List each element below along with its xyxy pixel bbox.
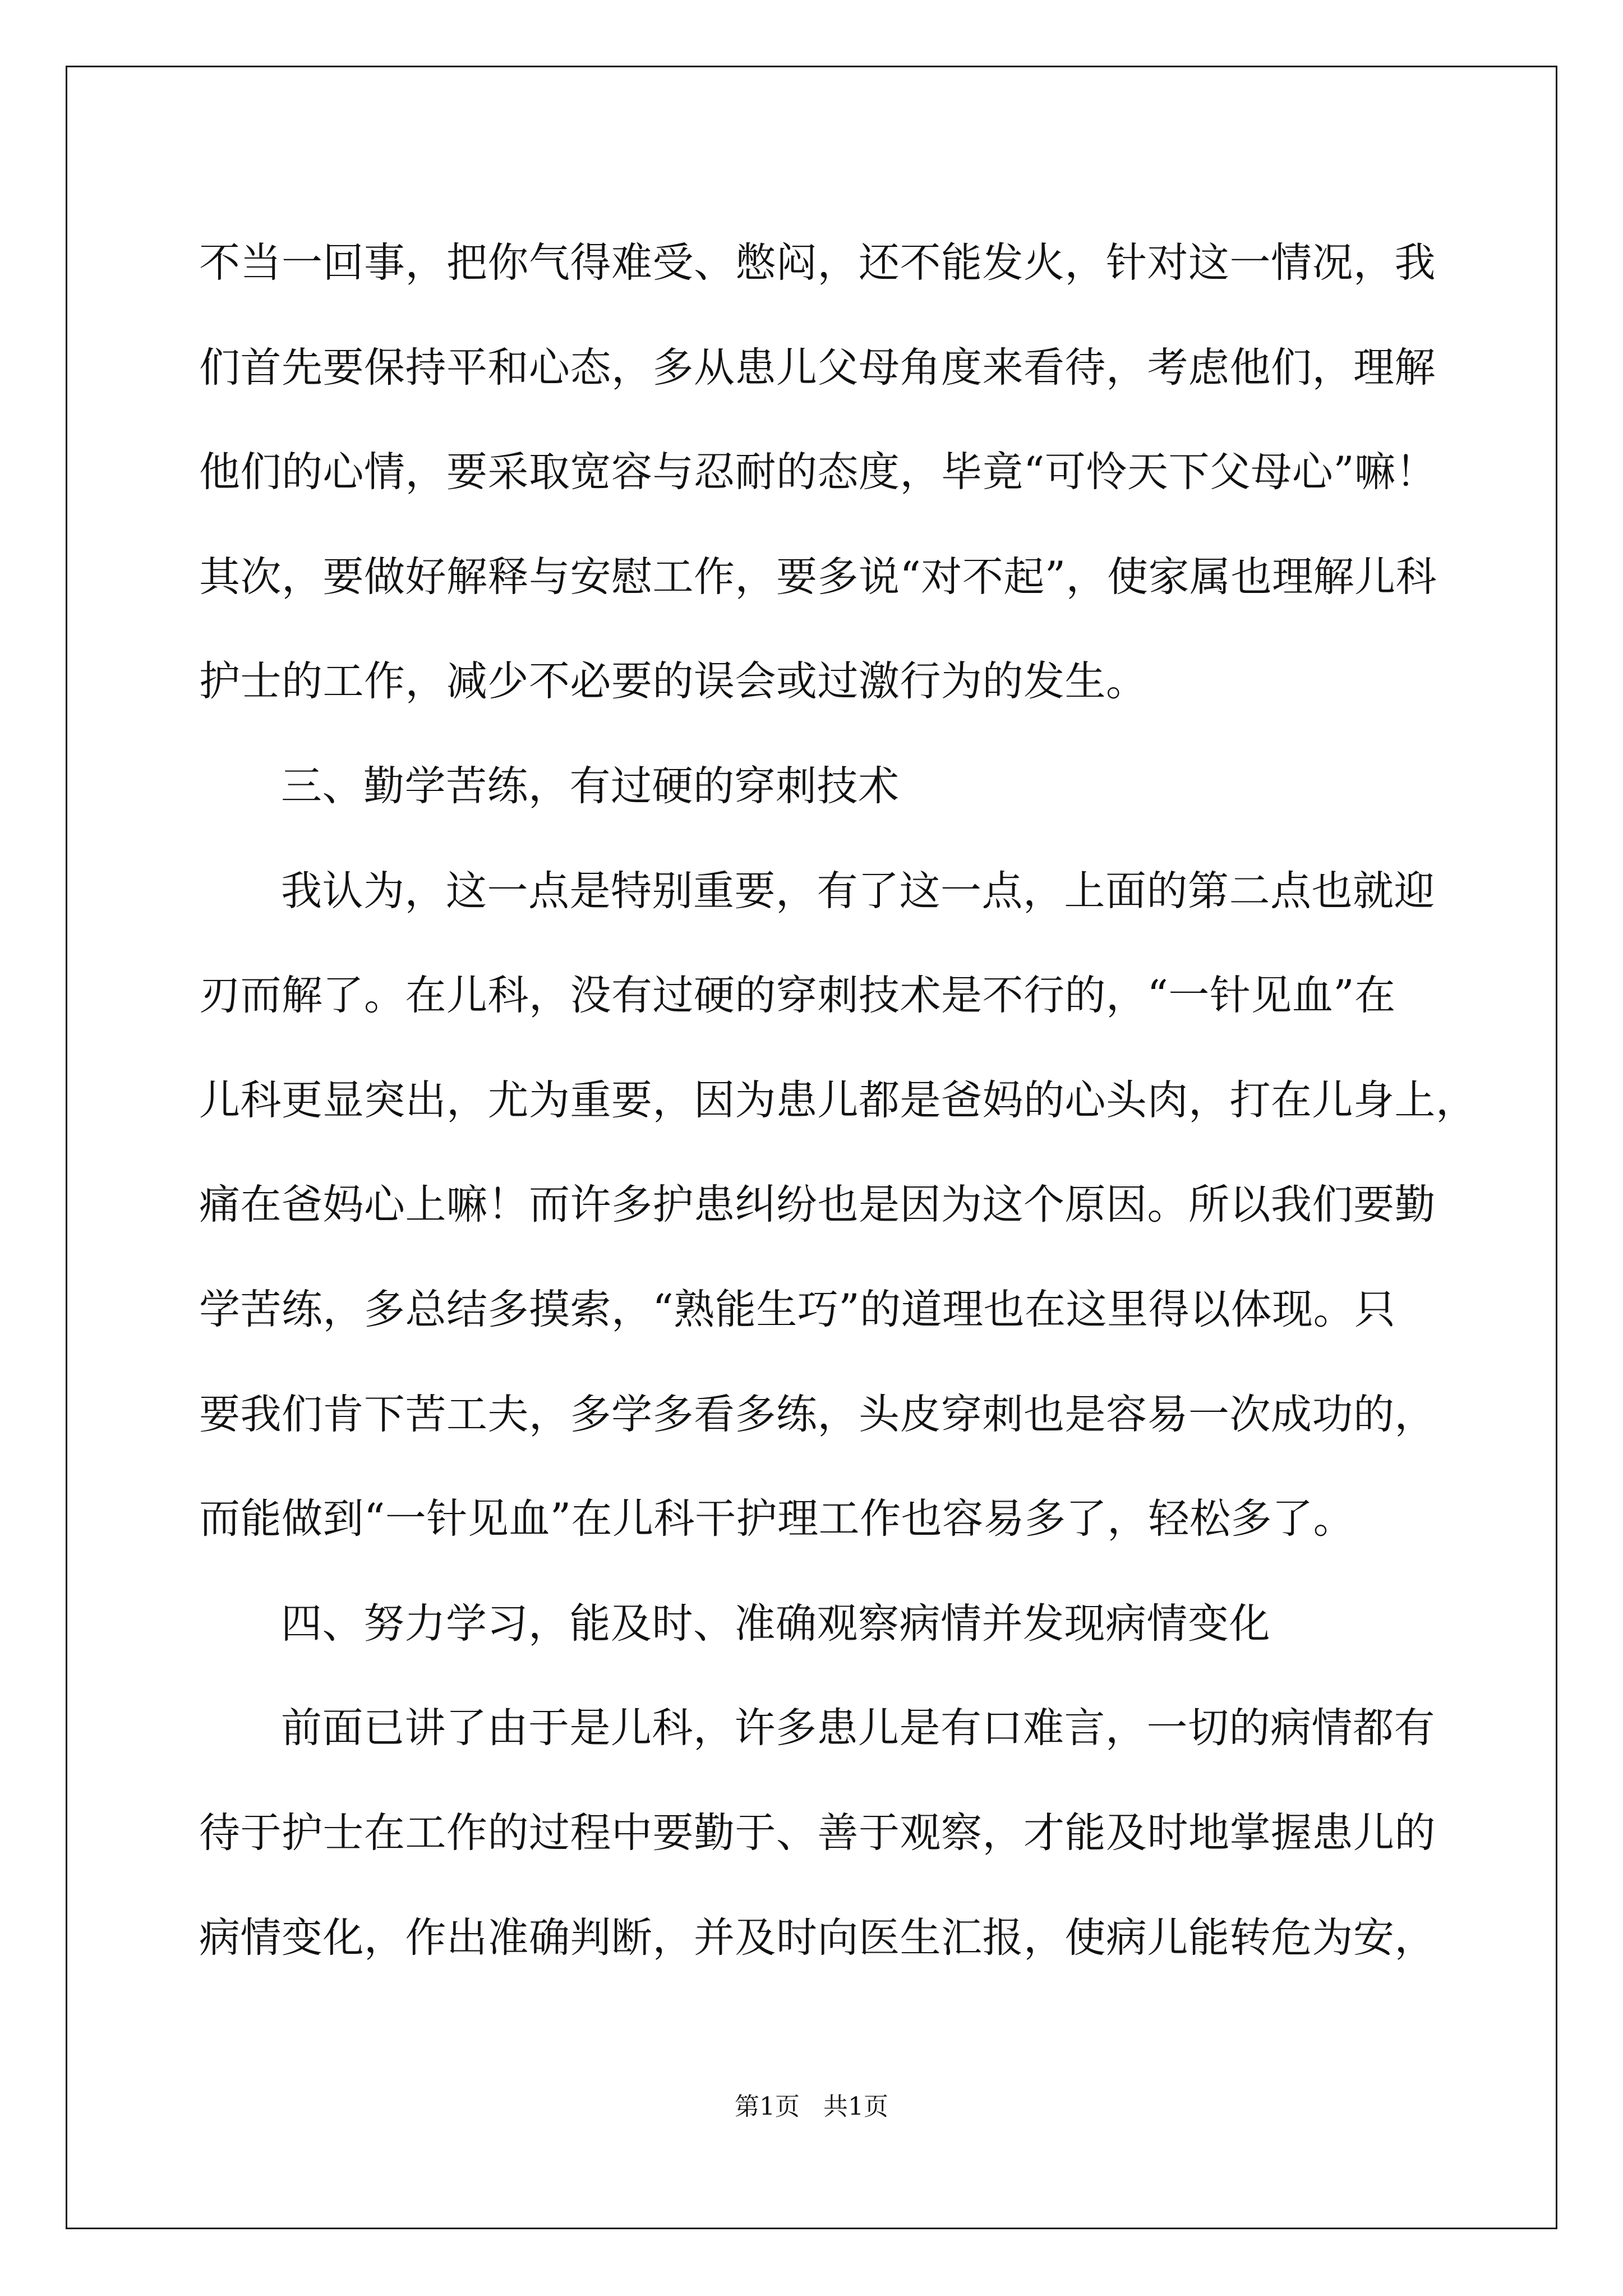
text-line: 护士的工作，减少不必要的误会或过激行为的发生。 [199, 657, 1147, 706]
document-body [199, 211, 1477, 1990]
text-line: 前面已讲了由于是儿科，许多患儿是有口难言，一切的病情都有 [281, 1704, 1435, 1752]
text-line: 学苦练，多总结多摸索，“熟能生巧”的道理也在这里得以体现。只 [199, 1285, 1396, 1333]
text-line: 我认为，这一点是特别重要，有了这一点，上面的第二点也就迎 [281, 867, 1435, 915]
text-line: 其次，要做好解释与安慰工作，要多说“对不起”，使家属也理解儿科 [199, 553, 1437, 601]
text-line: 们首先要保持平和心态，多从患儿父母角度来看待，考虑他们，理解 [199, 343, 1436, 392]
text-line: 病情变化，作出准确判断，并及时向医生汇报，使病儿能转危为安， [199, 1913, 1436, 1962]
page-number-footer: 第1页 共1页 [735, 2092, 888, 2121]
section-heading-3: 三、勤学苦练，有过硬的穿刺技术 [281, 762, 900, 810]
text-line: 他们的心情，要采取宽容与忍耐的态度，毕竟“可怜天下父母心”嘛！ [199, 448, 1437, 496]
text-line: 要我们肯下苦工夫，多学多看多练，头皮穿刺也是容易一次成功的， [199, 1390, 1436, 1438]
text-line: 儿科更显突出，尤为重要，因为患儿都是爸妈的心头肉，打在儿身上， [199, 1076, 1477, 1124]
text-line: 待于护士在工作的过程中要勤于、善于观察，才能及时地掌握患儿的 [199, 1809, 1436, 1857]
section-heading-4: 四、努力学习，能及时、准确观察病情并发现病情变化 [281, 1599, 1270, 1648]
text-line: 刃而解了。在儿科，没有过硬的穿刺技术是不行的，“一针见血”在 [199, 972, 1396, 1020]
text-line: 不当一回事，把你气得难受、憋闷，还不能发火，针对这一情况，我 [199, 239, 1436, 287]
text-line: 而能做到“一针见血”在儿科干护理工作也容易多了，轻松多了。 [199, 1495, 1355, 1543]
text-line: 痛在爸妈心上嘛！而许多护患纠纷也是因为这个原因。所以我们要勤 [199, 1181, 1436, 1229]
